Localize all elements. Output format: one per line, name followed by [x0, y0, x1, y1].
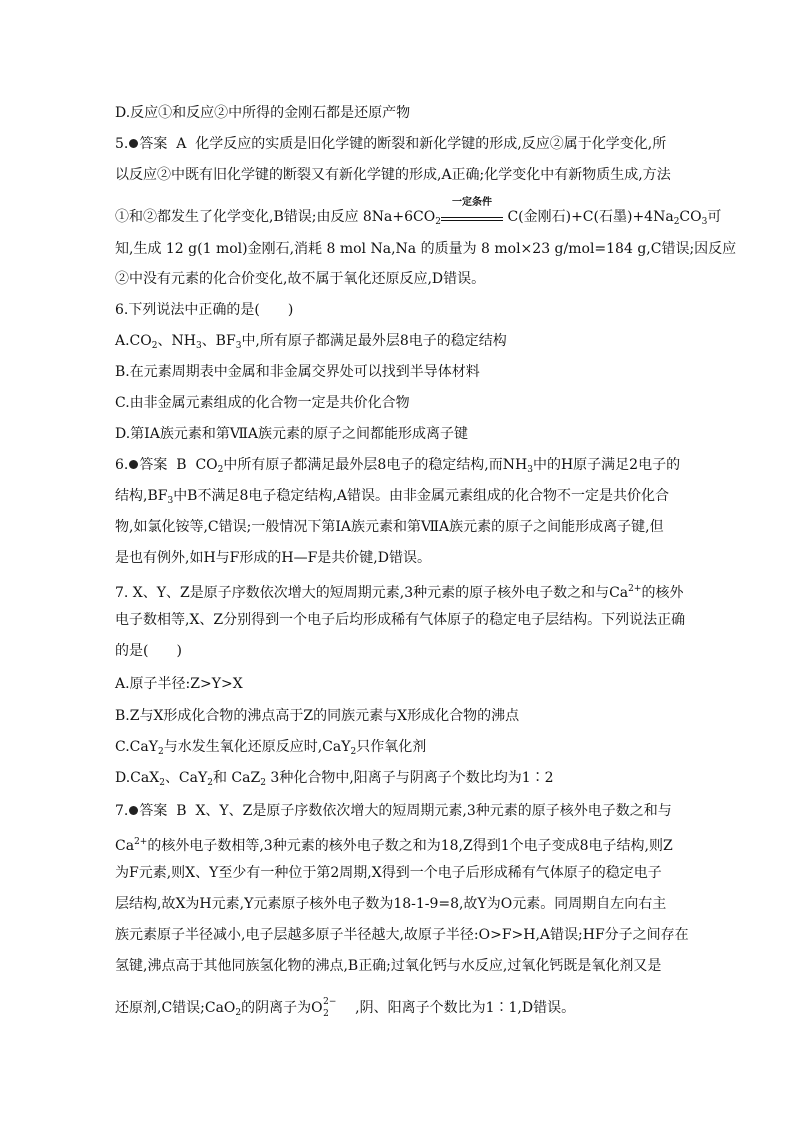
- q7-option-d: D.CaX$_2$、CaY$_2$和 CaZ$_2$ 3种化合物中,阳离子与阴离子个数比均为1∶2: [115, 770, 554, 788]
- q5-answer-line5: ②中没有元素的化合价变化,故不属于氧化还原反应,D错误。: [115, 271, 486, 287]
- q5-answer-line1: 5. 答案 A 化学反应的实质是旧化学键的断裂和新化学键的形成,反应②属于化学变化,所: [115, 136, 667, 152]
- q6-stem: 6.下列说法中正确的是( ): [115, 302, 294, 318]
- answer-icon: [129, 806, 138, 815]
- q5-answer-line2: 以反应②中既有旧化学键的断裂又有新化学键的形成,A正确;化学变化中有新物质生成,方法: [115, 167, 671, 183]
- q7-option-a: A.原子半径:Z>Y>X: [115, 676, 243, 692]
- answer-icon: [129, 139, 138, 148]
- q7-option-c: C.CaY$_2$与水发生氧化还原反应时,CaY$_2$只作氧化剂: [115, 739, 427, 757]
- q5-option-d: D.反应①和反应②中所得的金刚石都是还原产物: [115, 105, 411, 121]
- q7-answer-line1: 7. 答案 B X、Y、Z是原子序数依次增大的短周期元素,3种元素的原子核外电子数之和与: [115, 803, 672, 819]
- q7-stem-line2: 电子数相等,X、Z分别得到一个电子后均形成稀有气体原子的稳定电子层结构。下列说法正确: [115, 612, 686, 628]
- q6-answer-line3: 物,如氯化铵等,C错误;一般情况下第ⅠA族元素和第ⅦA族元素的原子之间能形成离子键,但: [115, 519, 664, 535]
- q7-stem-line1: 7. X、Y、Z是原子序数依次增大的短周期元素,3种元素的原子核外电子数之和与$Ca^{2+}$的核外: [115, 584, 684, 601]
- q7-answer-line2: $Ca^{2+}$的核外电子数相等,3种元素的核外电子数之和为18,Z得到1个电子变成8电子结构,则Z: [115, 837, 673, 854]
- q7-answer-line4: 层结构,故X为H元素,Y元素原子核外电子数为18-1-9=8,故Y为O元素。同周期自左向右主: [115, 896, 667, 912]
- q6-answer-line4: 是也有例外,如H与F形成的H—F是共价键,D错误。: [115, 550, 431, 566]
- q6-option-c: C.由非金属元素组成的化合物一定是共价化合物: [115, 395, 410, 411]
- q7-answer-line3: 为F元素,则X、Y至少有一种位于第2周期,X得到一个电子后形成稀有气体原子的稳定电子: [115, 865, 662, 881]
- q7-option-b: B.Z与X形成化合物的沸点高于Z的同族元素与X形成化合物的沸点: [115, 708, 520, 724]
- q5-answer-line3: ①和②都发生了化学变化,B错误;由反应 $8Na+6CO_2$ 一定条件 C(金刚石)+C(石墨)$+4Na_2CO_3$可: [115, 197, 722, 227]
- peroxide-ion: O 2− 2: [311, 997, 337, 1019]
- q6-option-d: D.第ⅠA族元素和第ⅦA族元素的原子之间都能形成离子键: [115, 426, 468, 442]
- q5-answer-line4: 知,生成 12 g(1 mol)金刚石,消耗 8 mol Na,Na 的质量为 8 mol×23 g/mol=184 g,C错误;因反应: [115, 241, 737, 257]
- q6-option-b: B.在元素周期表中金属和非金属交界处可以找到半导体材料: [115, 364, 480, 380]
- q7-answer-line7: 还原剂,C错误;CaO$_2$的阴离子为O 2− 2 ,阴、阳离子个数比为1∶1,D错误。: [115, 997, 576, 1019]
- q6-answer-line1: 6. 答案 B $CO_2$中所有原子都满足最外层8电子的稳定结构,而$NH_3$中的H原子满足2电子的: [115, 457, 681, 475]
- answer-icon: [129, 460, 138, 469]
- reaction-arrow: 一定条件: [441, 207, 503, 221]
- q6-option-a: $A.CO_2$、$NH_3$、$BF_3$中,所有原子都满足最外层8电子的稳定结构: [115, 333, 507, 351]
- q7-answer-line5: 族元素原子半径减小,电子层越多原子半径越大,故原子半径:O>F>H,A错误;HF分子之间存在: [115, 927, 689, 943]
- q6-answer-line2: 结构$,BF_3$中B不满足8电子稳定结构,A错误。由非金属元素组成的化合物不一定是共价化合: [115, 488, 669, 506]
- q7-stem-line3: 的是( ): [115, 643, 182, 659]
- q7-answer-line6: 氢键,沸点高于其他同族氢化物的沸点,B正确;过氧化钙与水反应,过氧化钙既是氧化剂又是: [115, 958, 662, 974]
